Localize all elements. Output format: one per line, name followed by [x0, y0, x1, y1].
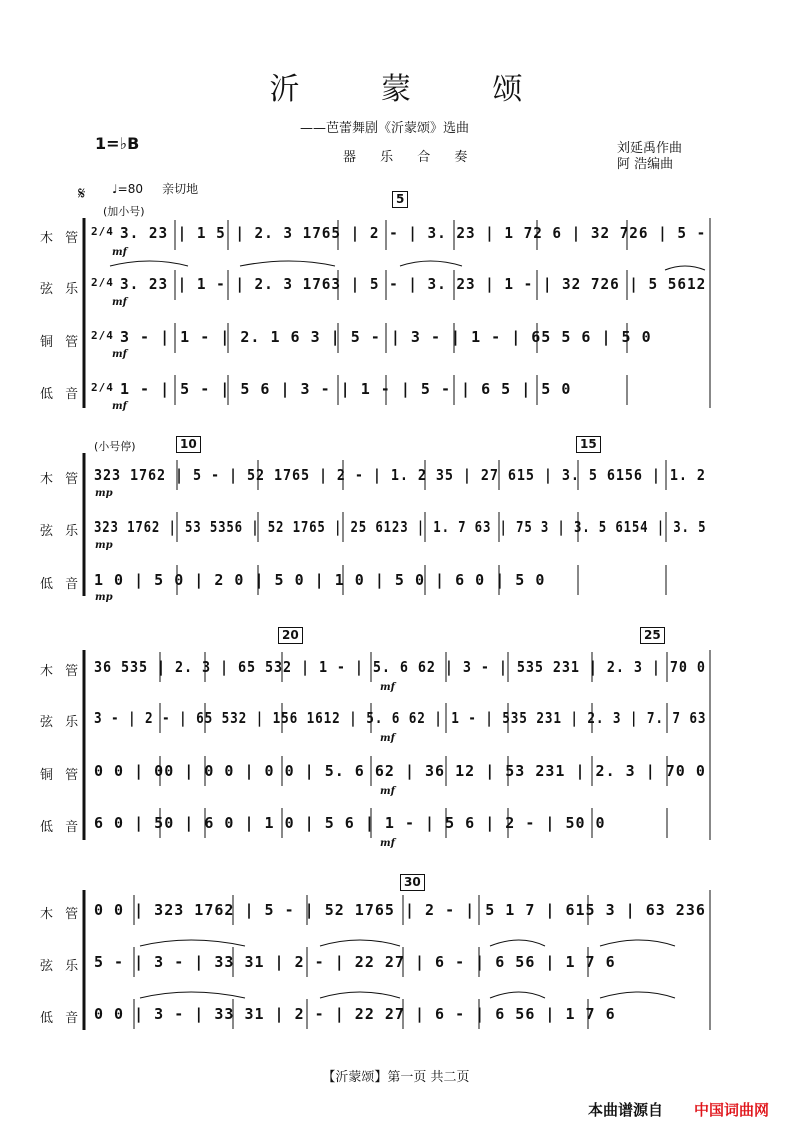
- instrument-label: 木 管: [40, 664, 83, 679]
- rehearsal-mark-10: 10: [176, 436, 201, 453]
- notation-line: 3 - | 1 - | 2. 1 6 3 | 5 - | 3 - | 1 - | 65 5 6 | 5 0: [120, 328, 652, 346]
- dynamic-marking: mf: [380, 786, 395, 797]
- instrument-label: 弦 乐: [40, 715, 83, 730]
- genre-label: 器 乐 合 奏: [343, 150, 478, 165]
- instrument-label: 木 管: [40, 472, 83, 487]
- expression-text: 亲切地: [162, 182, 199, 196]
- page-title: 沂 蒙 颂: [269, 72, 559, 107]
- time-signature: 2/4: [91, 329, 114, 342]
- instrument-label: 低 音: [40, 1011, 83, 1026]
- notation-line: 36 535 | 2. 3 | 65 532 | 1 - | 5. 6 62 | 3 - | 535 231 | 2. 3 | 70 0: [94, 658, 706, 676]
- time-signature: 2/4: [91, 381, 114, 394]
- rehearsal-mark-15: 15: [576, 436, 601, 453]
- notation-line: 1 0 | 5 0 | 2 0 | 5 0 | 1 0 | 5 0 | 6 0 | 5 0: [94, 571, 546, 589]
- notation-line: 0 0 | 323 1762 | 5 - | 52 1765 | 2 - | 5 1 7 | 615 3 | 63 236: [94, 901, 706, 919]
- watermark-source-label: 本曲谱源自: [588, 1101, 664, 1119]
- barlines-system-1: [175, 220, 627, 405]
- instrument-label: 低 音: [40, 387, 83, 402]
- trumpet-stop-note: (小号停): [94, 440, 136, 453]
- composer-credit: 刘延禹作曲: [617, 141, 683, 156]
- dynamic-marking: mf: [112, 401, 127, 412]
- page-footer: 【沂蒙颂】第一页 共二页: [322, 1070, 470, 1085]
- notation-line: 0 0 | 00 | 0 0 | 0 0 | 5. 6 62 | 36 12 | 53 231 | 2. 3 | 70 0: [94, 762, 706, 780]
- add-trumpet-note: (加小号): [103, 205, 145, 218]
- dynamic-marking: mp: [95, 592, 113, 603]
- time-signature: 2/4: [91, 276, 114, 289]
- instrument-label: 木 管: [40, 907, 83, 922]
- rehearsal-mark-30: 30: [400, 874, 425, 891]
- notation-line: 1 - | 5 - | 5 6 | 3 - | 1 - | 5 - | 6 5 | 5 0: [120, 380, 572, 398]
- notation-line: 323 1762 | 53 5356 | 52 1765 | 25 6123 | 1. 7 63 | 75 3 | 3. 5 6154 | 3. 5: [94, 518, 707, 536]
- dynamic-marking: mf: [380, 682, 395, 693]
- dynamic-marking: mf: [380, 733, 395, 744]
- dynamic-marking: mp: [95, 540, 113, 551]
- notation-line: 323 1762 | 5 - | 52 1765 | 2 - | 1. 2 35 | 27 615 | 3. 5 6156 | 1. 2: [94, 466, 706, 484]
- instrument-label: 弦 乐: [40, 959, 83, 974]
- rehearsal-mark-20: 20: [278, 627, 303, 644]
- dynamic-marking: mp: [95, 488, 113, 499]
- instrument-label: 弦 乐: [40, 282, 83, 297]
- instrument-label: 铜 管: [40, 768, 83, 783]
- dynamic-marking: mf: [112, 247, 127, 258]
- instrument-label: 弦 乐: [40, 524, 83, 539]
- dynamic-marking: mf: [112, 349, 127, 360]
- instrument-label: 铜 管: [40, 335, 83, 350]
- notation-line: 3. 23 | 1 - | 2. 3 1763 | 5 - | 3. 23 | 1 - | 32 726 | 5 5612: [120, 275, 707, 293]
- barlines-system-3: [160, 652, 667, 838]
- notation-line: 3. 23 | 1 5 | 2. 3 1765 | 2 - | 3. 23 | 1 72 6 | 32 726 | 5 -: [120, 224, 707, 242]
- notation-line: 3 - | 2 - | 65 532 | 156 1612 | 5. 6 62 | 1 - | 535 231 | 2. 3 | 7. 7 63: [94, 709, 707, 727]
- notation-line: 5 - | 3 - | 33 31 | 2 - | 22 27 | 6 - | 6 56 | 1 7 6: [94, 953, 616, 971]
- watermark-site-link[interactable]: 中国词曲网: [694, 1101, 770, 1119]
- instrument-label: 低 音: [40, 577, 83, 592]
- dynamic-marking: mf: [380, 838, 395, 849]
- notation-line: 0 0 | 3 - | 33 31 | 2 - | 22 27 | 6 - | 6 56 | 1 7 6: [94, 1005, 616, 1023]
- rehearsal-mark-25: 25: [640, 627, 665, 644]
- rehearsal-mark-5: 5: [392, 191, 408, 208]
- instrument-label: 低 音: [40, 820, 83, 835]
- segno-icon: 𝄋: [78, 184, 86, 204]
- time-signature: 2/4: [91, 225, 114, 238]
- tempo-value: ♩=80: [112, 182, 143, 196]
- dynamic-marking: mf: [112, 297, 127, 308]
- key-signature: 1=♭B: [95, 134, 140, 153]
- notation-line: 6 0 | 50 | 6 0 | 1 0 | 5 6 | 1 - | 5 6 | 2 - | 50 0: [94, 814, 606, 832]
- subtitle: ——芭蕾舞剧《沂蒙颂》选曲: [300, 121, 470, 136]
- instrument-label: 木 管: [40, 231, 83, 246]
- arranger-credit: 阿 浩编曲: [617, 157, 674, 172]
